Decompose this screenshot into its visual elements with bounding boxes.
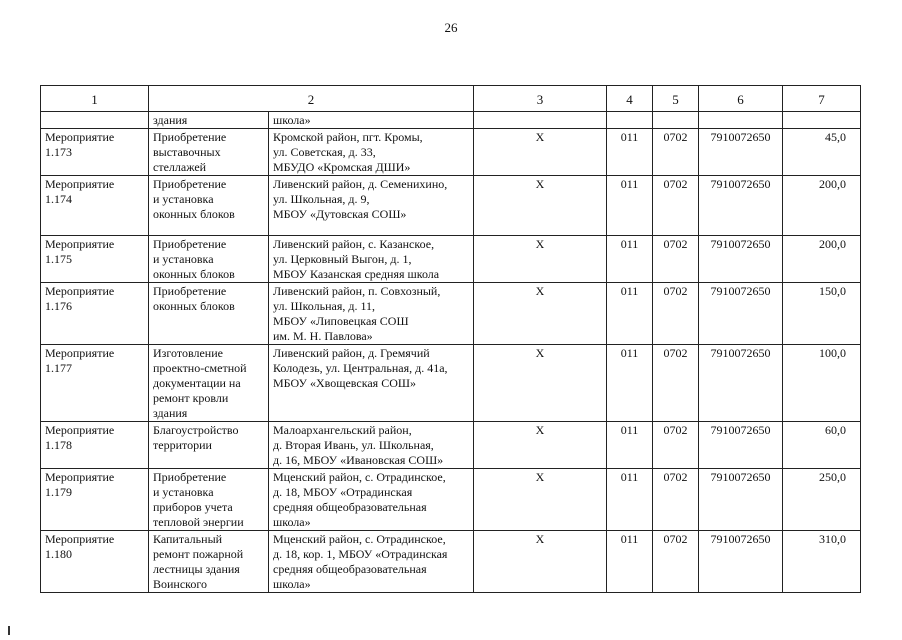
column-4-code: 011 xyxy=(607,176,653,236)
column-7-amount: 200,0 xyxy=(783,176,861,236)
measure-number-line: Мероприятие xyxy=(45,237,115,251)
measure-address-line: ул. Советская, д. 33, xyxy=(273,145,376,159)
column-4-code: 011 xyxy=(607,469,653,531)
measure-address-line: д. 18, кор. 1, МБОУ «Отрадинская xyxy=(273,547,448,561)
column-6-code: 7910072650 xyxy=(699,469,783,531)
margin-mark xyxy=(8,626,10,635)
measure-address-line: МБОУ «Дутовская СОШ» xyxy=(273,207,407,221)
column-6-code: 7910072650 xyxy=(699,283,783,345)
page-number: 26 xyxy=(444,20,458,35)
column-7-amount: 60,0 xyxy=(783,422,861,469)
continuation-col-c: школа» xyxy=(269,112,474,129)
column-3-mark: Х xyxy=(474,469,607,531)
measure-address-line: ул. Школьная, д. 9, xyxy=(273,192,370,206)
measure-address xyxy=(269,129,474,176)
column-4-code: 011 xyxy=(607,236,653,283)
measure-address-line: Малоархангельский район, xyxy=(273,423,412,437)
column-4-code: 011 xyxy=(607,345,653,422)
measure-address-line: Колодезь, ул. Центральная, д. 41а, xyxy=(273,361,448,375)
measure-description-line: тепловой энергии xyxy=(153,515,244,529)
measure-number xyxy=(41,531,149,593)
column-3-mark: Х xyxy=(474,531,607,593)
measure-address-line: Кромской район, пгт. Кромы, xyxy=(273,130,423,144)
measure-number-line: Мероприятие xyxy=(45,470,115,484)
measure-description xyxy=(149,129,269,176)
header-col-3: 3 xyxy=(474,86,607,112)
measure-number-line: 1.174 xyxy=(45,192,72,206)
measure-address-line: Ливенский район, д. Гремячий xyxy=(273,346,430,360)
measure-address-line: ул. Церковный Выгон, д. 1, xyxy=(273,252,412,266)
measure-description-line: Приобретение xyxy=(153,237,227,251)
column-3-mark: Х xyxy=(474,236,607,283)
measure-address-line: средняя общеобразовательная xyxy=(273,562,427,576)
measure-description xyxy=(149,422,269,469)
measure-address-line: МБОУ «Липовецкая СОШ xyxy=(273,314,409,328)
measure-number-line: 1.179 xyxy=(45,485,72,499)
column-6-code: 7910072650 xyxy=(699,422,783,469)
column-4-code: 011 xyxy=(607,422,653,469)
measure-description-line: Воинского xyxy=(153,577,208,591)
continuation-col-1 xyxy=(41,112,149,129)
measure-description-line: Приобретение xyxy=(153,284,227,298)
continuation-col-b: здания xyxy=(149,112,269,129)
measure-number-line: Мероприятие xyxy=(45,177,115,191)
measure-description xyxy=(149,345,269,422)
column-3-mark: Х xyxy=(474,345,607,422)
measure-address-line: ул. Школьная, д. 11, xyxy=(273,299,376,313)
table-row xyxy=(41,176,861,236)
measure-address-line: Ливенский район, с. Казанское, xyxy=(273,237,435,251)
column-6-code: 7910072650 xyxy=(699,176,783,236)
column-4-code: 011 xyxy=(607,283,653,345)
header-col-4: 4 xyxy=(607,86,653,112)
column-6-code: 7910072650 xyxy=(699,236,783,283)
header-col-7: 7 xyxy=(783,86,861,112)
column-4-code: 011 xyxy=(607,531,653,593)
measure-number-line: 1.173 xyxy=(45,145,72,159)
measure-number xyxy=(41,129,149,176)
column-5-code: 0702 xyxy=(653,283,699,345)
measure-number xyxy=(41,176,149,236)
measure-number-line: 1.176 xyxy=(45,299,72,313)
measure-number xyxy=(41,283,149,345)
column-7-amount: 310,0 xyxy=(783,531,861,593)
measure-description-line: и установка xyxy=(153,192,214,206)
measure-description-line: и установка xyxy=(153,252,214,266)
column-5-code: 0702 xyxy=(653,422,699,469)
measure-description xyxy=(149,176,269,236)
measure-number-line: 1.177 xyxy=(45,361,72,375)
measure-number-line: Мероприятие xyxy=(45,130,115,144)
measure-description xyxy=(149,469,269,531)
measure-address xyxy=(269,422,474,469)
column-3-mark: Х xyxy=(474,283,607,345)
measure-address xyxy=(269,176,474,236)
header-col-5: 5 xyxy=(653,86,699,112)
column-7-amount: 100,0 xyxy=(783,345,861,422)
measure-number xyxy=(41,236,149,283)
measure-address-line: средняя общеобразовательная xyxy=(273,500,427,514)
measure-description-line: выставочных xyxy=(153,145,221,159)
column-6-code: 7910072650 xyxy=(699,345,783,422)
measure-address-line: МБОУ Казанская средняя школа xyxy=(273,267,440,281)
measure-address-line: Ливенский район, д. Семенихино, xyxy=(273,177,448,191)
column-5-code: 0702 xyxy=(653,345,699,422)
table-row xyxy=(41,469,861,531)
measure-number xyxy=(41,422,149,469)
column-5-code: 0702 xyxy=(653,469,699,531)
header-col-2: 2 xyxy=(149,86,474,112)
measure-description-line: здания xyxy=(153,406,188,420)
measure-address-line: школа» xyxy=(273,515,311,529)
measure-description-line: Капитальный xyxy=(153,532,223,546)
measure-address-line: Мценский район, с. Отрадинское, xyxy=(273,470,446,484)
measure-description-line: Приобретение xyxy=(153,177,227,191)
measure-address-line: МБУДО «Кромская ДШИ» xyxy=(273,160,411,174)
measure-description-line: Изготовление xyxy=(153,346,223,360)
measure-address xyxy=(269,345,474,422)
column-6-code: 7910072650 xyxy=(699,129,783,176)
column-7-amount: 250,0 xyxy=(783,469,861,531)
measure-address-line: д. 16, МБОУ «Ивановская СОШ» xyxy=(273,453,444,467)
table-row xyxy=(41,236,861,283)
measure-address-line: школа» xyxy=(273,577,311,591)
measure-description-line: оконных блоков xyxy=(153,267,235,281)
measure-number-line: 1.175 xyxy=(45,252,72,266)
measure-description-line: ремонт кровли xyxy=(153,391,229,405)
measure-number-line: 1.178 xyxy=(45,438,72,452)
measure-number-line: Мероприятие xyxy=(45,423,115,437)
column-6-code: 7910072650 xyxy=(699,531,783,593)
measure-address-line: им. М. Н. Павлова» xyxy=(273,329,373,343)
column-5-code: 0702 xyxy=(653,236,699,283)
header-col-1: 1 xyxy=(41,86,149,112)
measure-description-line: оконных блоков xyxy=(153,299,235,313)
measure-description-line: и установка xyxy=(153,485,214,499)
column-3-mark: Х xyxy=(474,176,607,236)
header-col-6: 6 xyxy=(699,86,783,112)
column-5-code: 0702 xyxy=(653,531,699,593)
column-7-amount: 45,0 xyxy=(783,129,861,176)
table-row xyxy=(41,129,861,176)
measure-description xyxy=(149,236,269,283)
measure-address xyxy=(269,236,474,283)
table-row xyxy=(41,283,861,345)
measure-address-line: Мценский район, с. Отрадинское, xyxy=(273,532,446,546)
measure-number-line: Мероприятие xyxy=(45,284,115,298)
measure-description xyxy=(149,531,269,593)
column-4-code: 011 xyxy=(607,129,653,176)
measure-description-line: проектно-сметной xyxy=(153,361,247,375)
column-5-code: 0702 xyxy=(653,129,699,176)
measure-number xyxy=(41,345,149,422)
column-3-mark: Х xyxy=(474,129,607,176)
measure-address xyxy=(269,469,474,531)
measure-description-line: документации на xyxy=(153,376,241,390)
budget-table xyxy=(40,85,861,593)
measure-address-line: д. Вторая Ивань, ул. Школьная, xyxy=(273,438,434,452)
column-5-code: 0702 xyxy=(653,176,699,236)
measure-number-line: 1.180 xyxy=(45,547,72,561)
measure-address-line: Ливенский район, п. Совхозный, xyxy=(273,284,441,298)
measure-description-line: стеллажей xyxy=(153,160,207,174)
table-row xyxy=(41,531,861,593)
measure-description-line: Благоустройство xyxy=(153,423,239,437)
measure-number-line: Мероприятие xyxy=(45,346,115,360)
measure-description-line: Приобретение xyxy=(153,130,227,144)
measure-description-line: оконных блоков xyxy=(153,207,235,221)
column-7-amount: 150,0 xyxy=(783,283,861,345)
table-row xyxy=(41,422,861,469)
measure-description-line: ремонт пожарной xyxy=(153,547,244,561)
measure-address xyxy=(269,283,474,345)
column-7-amount: 200,0 xyxy=(783,236,861,283)
measure-address-line: д. 18, МБОУ «Отрадинская xyxy=(273,485,413,499)
measure-description-line: лестницы здания xyxy=(153,562,240,576)
continuation-row xyxy=(41,112,861,129)
measure-description-line: территории xyxy=(153,438,212,452)
measure-number-line: Мероприятие xyxy=(45,532,115,546)
column-3-mark: Х xyxy=(474,422,607,469)
measure-description xyxy=(149,283,269,345)
measure-description-line: Приобретение xyxy=(153,470,227,484)
table-header-row xyxy=(41,86,861,112)
table-row xyxy=(41,345,861,422)
measure-description-line: приборов учета xyxy=(153,500,233,514)
measure-number xyxy=(41,469,149,531)
measure-address-line: МБОУ «Хвощевская СОШ» xyxy=(273,376,416,390)
measure-address xyxy=(269,531,474,593)
